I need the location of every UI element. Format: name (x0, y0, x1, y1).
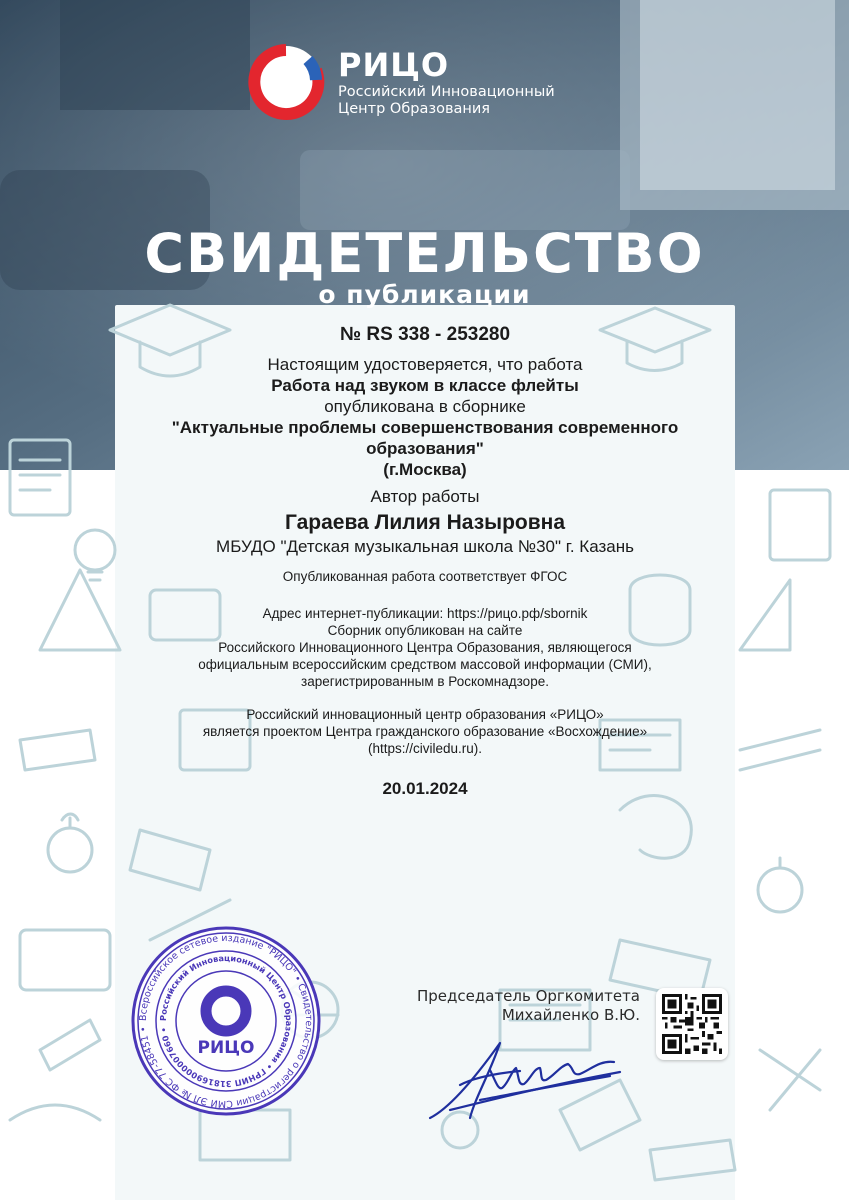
project-line: Российский инновационный центр образования «РИЦО» (246, 707, 604, 722)
issue-date: 20.01.2024 (382, 779, 468, 798)
logo-text (246, 42, 576, 122)
work-title: Работа над звуком в классе флейты (271, 376, 579, 395)
certificate-number: № RS 338 - 253280 (339, 324, 511, 345)
info-line: Российского Инновационного Центра Образования, являющегося (218, 640, 632, 655)
intro-text: Настоящим удостоверяется, что работа (267, 355, 583, 374)
author-label: Автор работы (370, 487, 480, 506)
logo-brand: РИЦО (338, 46, 450, 84)
logo-line-1: Российский Инновационный (338, 84, 555, 100)
seal-brand: РИЦО (197, 1038, 255, 1058)
info-line: Адрес интернет-публикации: https://рицо.рф/sbornik (262, 606, 588, 621)
logo-line-2: Центр Образования (338, 101, 491, 117)
seal-inner-text: Российский Инновационный Центр Образования • ГРНИП 318169000007660 • (157, 952, 295, 1090)
info-line: официальным всероссийским средством массовой информации (СМИ), (198, 657, 652, 672)
info-line: зарегистрированным в Роскомнадзоре. (301, 674, 549, 689)
collection-title-line-1: "Актуальные проблемы совершенствования современного (171, 418, 679, 437)
certificate-subtitle: о публикации (318, 280, 531, 309)
info-line: Сборник опубликован на сайте (327, 623, 523, 638)
project-line: (https://civiledu.ru). (367, 741, 483, 756)
certificate-title: СВИДЕТЕЛЬСТВО (144, 222, 705, 285)
logo-subtitle (338, 84, 555, 118)
certificate-body (120, 322, 730, 799)
signature-icon (420, 1030, 650, 1130)
seal-outer-text: Всероссийское сетевое издание "РИЦО" • Свидетельство о регистрации СМИ ЭЛ № ФС 77-58451 • (137, 932, 315, 1110)
collection-title-line-2: образования" (366, 439, 484, 458)
collection-city: (г.Москва) (383, 460, 467, 479)
rico-seal-icon (130, 925, 322, 1117)
publication-info (120, 605, 730, 690)
signatory-role: Председатель Оргкомитета (416, 987, 640, 1005)
signatory-block (360, 987, 640, 1025)
project-line: является проектом Центра гражданского образование «Восхождение» (202, 724, 648, 739)
qr-code[interactable] (656, 988, 728, 1060)
author-name: Гараева Лилия Назыровна (284, 511, 566, 534)
fgos-note: Опубликованная работа соответствует ФГОС (282, 569, 568, 584)
published-in: опубликована в сборнике (324, 397, 526, 416)
author-organization: МБУДО "Детская музыкальная школа №30" г. Казань (216, 537, 634, 556)
signatory-name: Михайленко В.Ю. (501, 1006, 640, 1024)
project-info (120, 706, 730, 757)
qr-code-icon (662, 994, 722, 1054)
